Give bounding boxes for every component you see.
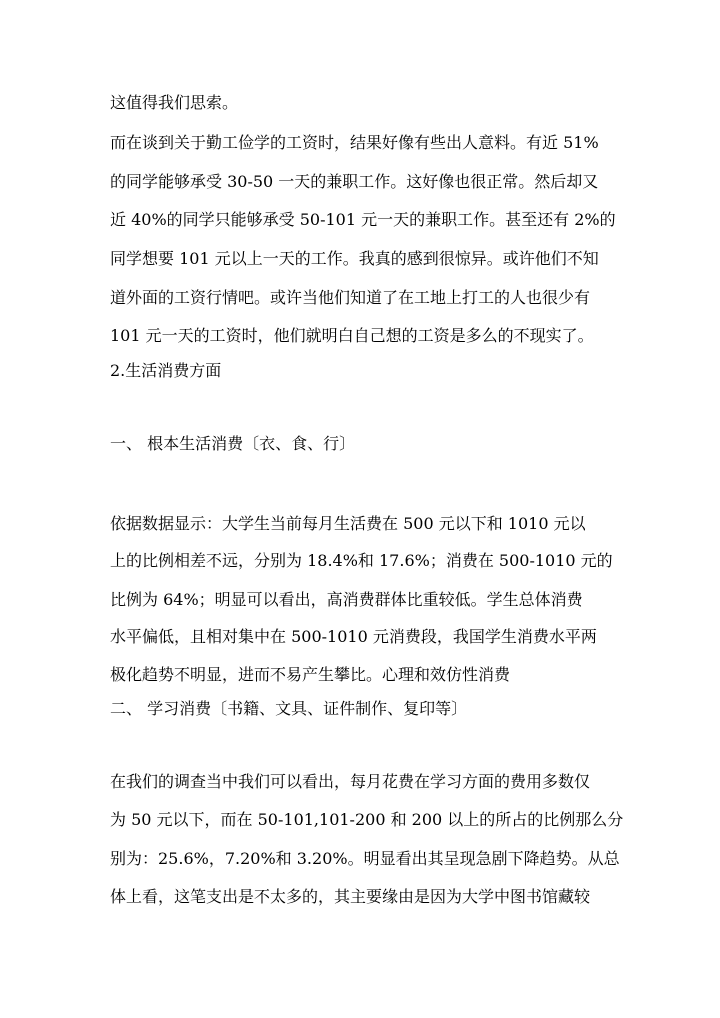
paragraph-line: 水平偏低，且相对集中在 500-1010 元消费段，我国学生消费水平两 [110, 627, 597, 646]
paragraph-line: 101 元一天的工资时，他们就明白自己想的工资是多么的不现实了。 [110, 326, 594, 345]
paragraph-line: 别为：25.6%，7.20%和 3.20%。明显看出其呈现急剧下降趋势。从总 [110, 849, 620, 868]
paragraph-line: 上的比例相差不远，分别为 18.4%和 17.6%；消费在 500-1010 元的 [110, 551, 613, 570]
paragraph-line: 极化趋势不明显，进而不易产生攀比。心理和效仿性消费 [110, 665, 511, 684]
paragraph-line: 依据数据显示：大学生当前每月生活费在 500 元以下和 1010 元以 [110, 514, 586, 533]
paragraph-line: 比例为 64%；明显可以看出，高消费群体比重较低。学生总体消费 [110, 590, 583, 609]
paragraph-line: 体上看，这笔支出是不太多的，其主要缘由是因为大学中图书馆藏较 [110, 887, 591, 906]
paragraph-line: 这值得我们思索。 [110, 93, 239, 112]
paragraph-line: 而在谈到关于勤工俭学的工资时，结果好像有些出人意料。有近 51% [110, 133, 599, 152]
paragraph-line: 近 40%的同学只能够承受 50-101 元一天的兼职工作。甚至还有 2%的 [110, 210, 616, 229]
paragraph-line: 在我们的调查当中我们可以看出，每月花费在学习方面的费用多数仅 [110, 772, 591, 791]
paragraph-line: 同学想要 101 元以上一天的工作。我真的感到很惊异。或许他们不知 [110, 249, 599, 268]
subsection-heading: 二、 学习消费〔书籍、文具、证件制作、复印等〕 [110, 699, 468, 718]
paragraph-line: 道外面的工资行情吧。或许当他们知道了在工地上打工的人也很少有 [110, 288, 591, 307]
subsection-heading: 一、 根本生活消费〔衣、食、行〕 [110, 434, 356, 453]
paragraph-line: 的同学能够承受 30-50 一天的兼职工作。这好像也很正常。然后却又 [110, 172, 599, 191]
paragraph-line: 为 50 元以下，而在 50-101,101-200 和 200 以上的所占的比例那么分 [110, 810, 624, 829]
section-heading: 2.生活消费方面 [110, 361, 222, 380]
